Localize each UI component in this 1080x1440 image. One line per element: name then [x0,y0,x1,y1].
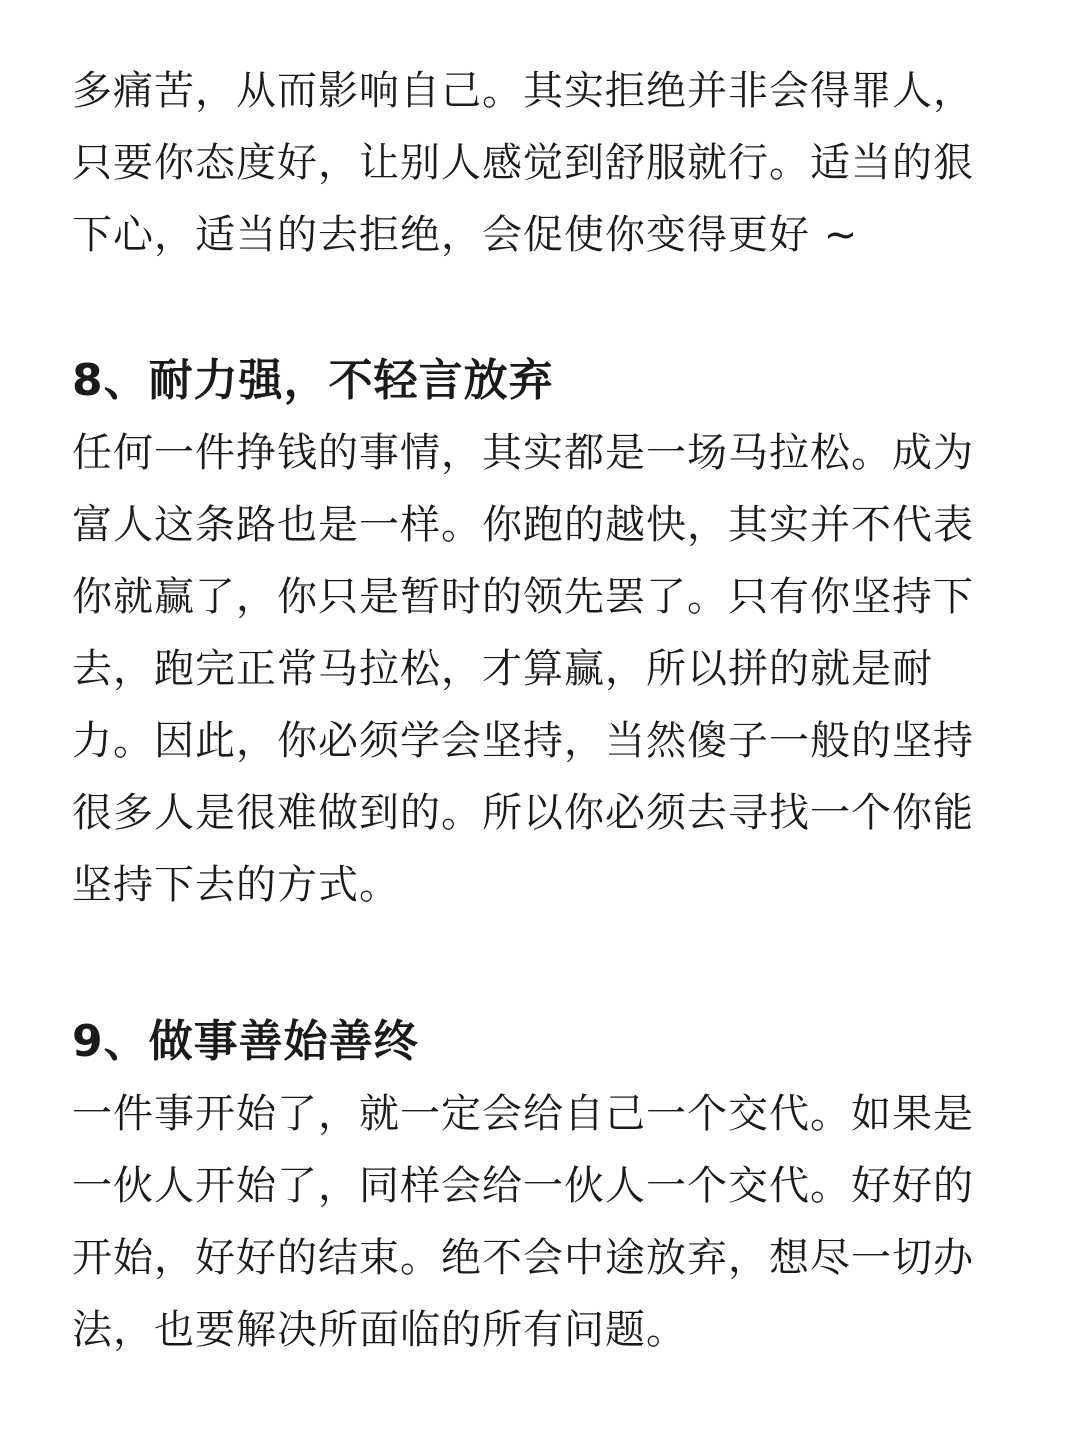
text-line: 去，跑完正常马拉松，才算赢，所以拼的就是耐 [72,646,933,692]
text-line: 力。因此，你必须学会坚持，当然傻子一般的坚持 [72,718,974,764]
text-line: 开始，好好的结束。绝不会中途放弃，想尽一切办 [72,1235,974,1281]
section-8-paragraph [72,417,1012,921]
section-9-paragraph [72,1078,1012,1366]
text-line: 多痛苦，从而影响自己。其实拒绝并非会得罪人， [72,68,974,114]
article-body [72,55,1012,1366]
text-line: 只要你态度好，让别人感觉到舒服就行。适当的狠 [72,140,974,186]
section-spacer [72,921,1012,1006]
section-9-heading: 9、做事善始善终 [72,1016,419,1067]
text-line: 富人这条路也是一样。你跑的越快，其实并不代表 [72,502,974,548]
intro-paragraph [72,55,1012,271]
text-line: 你就赢了，你只是暂时的领先罢了。只有你坚持下 [72,574,974,620]
section-8-heading: 8、耐力强，不轻言放弃 [72,355,554,406]
text-line: 法，也要解决所面临的所有问题。 [72,1307,687,1353]
text-line: 一件事开始了，就一定会给自己一个交代。如果是 [72,1091,974,1137]
text-line: 任何一件挣钱的事情，其实都是一场马拉松。成为 [72,430,974,476]
text-line: 坚持下去的方式。 [72,862,400,908]
text-line: 很多人是很难做到的。所以你必须去寻找一个你能 [72,790,974,836]
section-spacer [72,271,1012,345]
text-line: 一伙人开始了，同样会给一伙人一个交代。好好的 [72,1163,974,1209]
text-line: 下心，适当的去拒绝，会促使你变得更好 ~ [72,212,859,258]
